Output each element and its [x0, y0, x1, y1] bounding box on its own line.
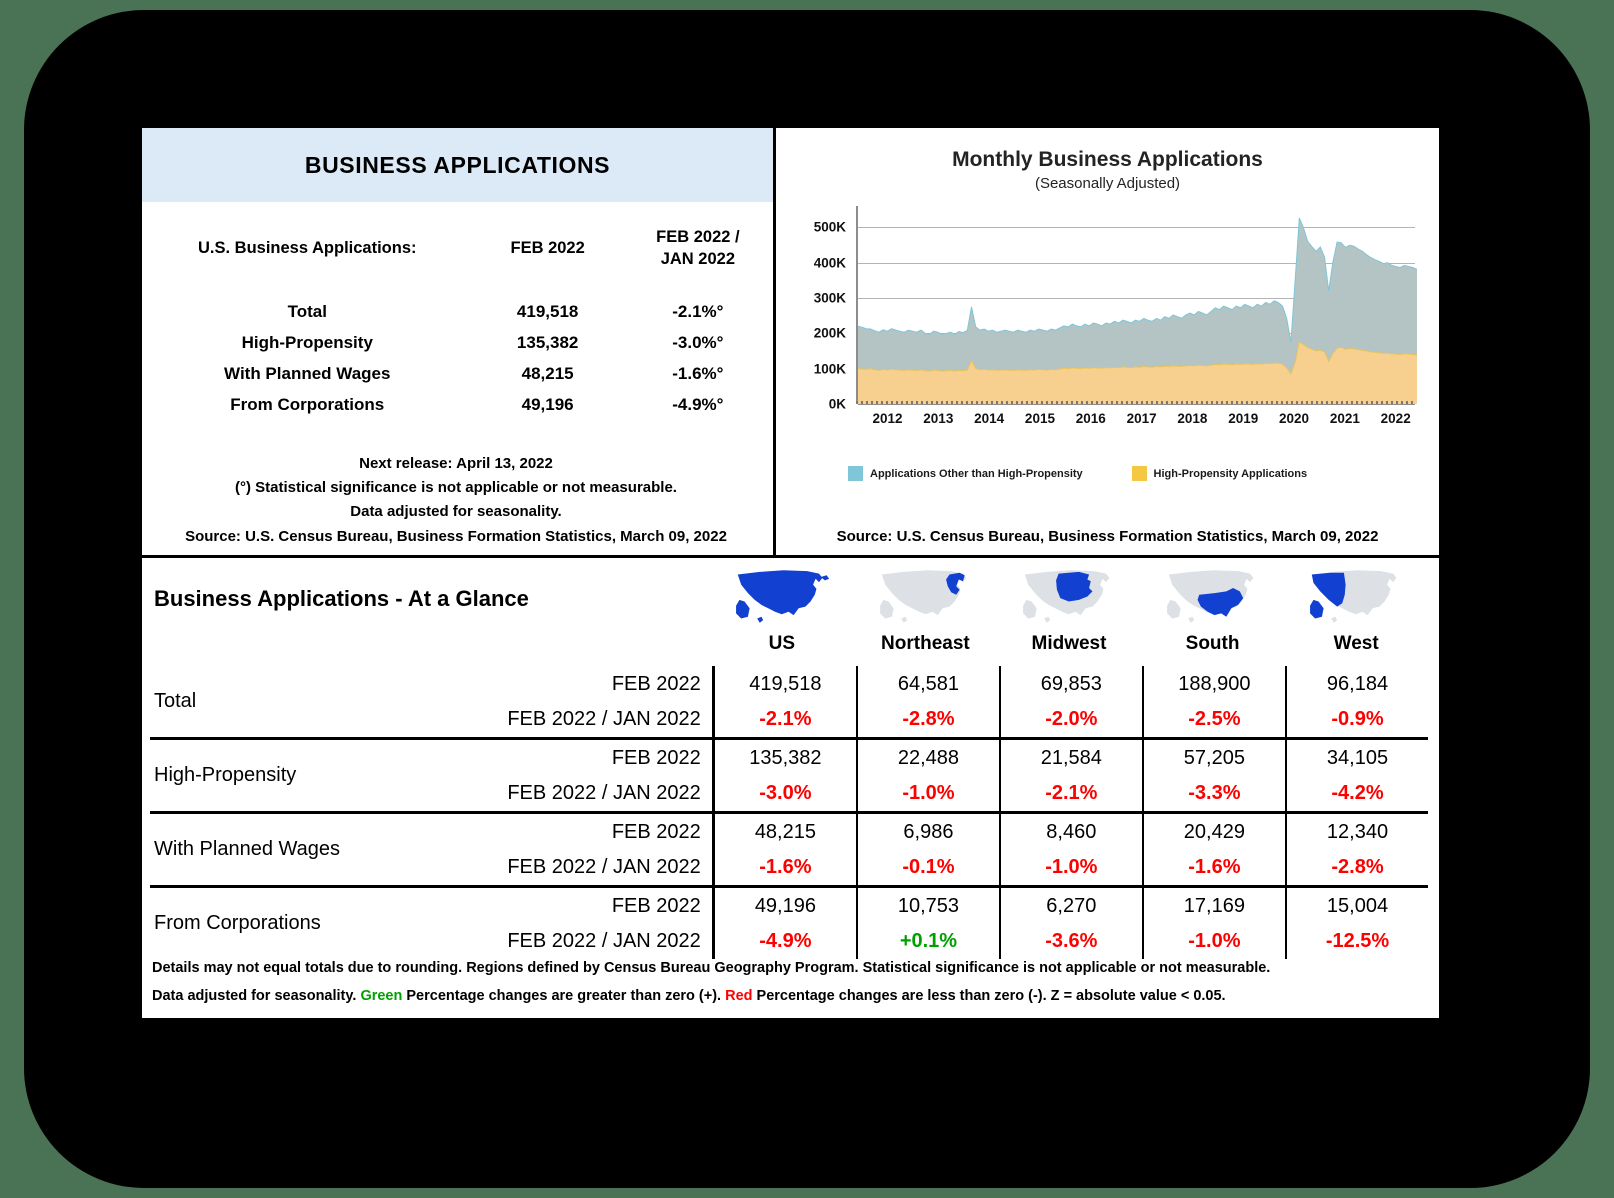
us-business-applications-table [142, 226, 773, 421]
chart-source-note: Source: U.S. Census Bureau, Business Formation Statistics, March 09, 2022 [836, 528, 1379, 545]
row-period-label: FEB 2022 / JAN 2022 [448, 850, 713, 887]
cell-northeast: 6,986 [857, 813, 1000, 851]
region-col-midwest [997, 566, 1141, 655]
row-label: With Planned Wages [224, 364, 391, 384]
cell-south-change: -3.3% [1143, 776, 1286, 813]
legend-swatch-high-propensity-icon [1132, 466, 1147, 481]
cell-us: 49,196 [713, 887, 857, 925]
legend-swatch-other-icon [848, 466, 863, 481]
glance-title: Business Applications - At a Glance [154, 586, 529, 611]
row-value: 419,518 [516, 302, 579, 322]
cell-west: 15,004 [1286, 887, 1428, 925]
cell-us-change: -3.0% [713, 776, 857, 813]
row-period-label: FEB 2022 / JAN 2022 [448, 702, 713, 739]
seasonality-note: Data adjusted for seasonality. [350, 503, 562, 521]
at-a-glance-table [150, 666, 1428, 959]
header-col-change-line1: FEB 2022 / [656, 228, 740, 246]
row-category: With Planned Wages [150, 813, 448, 887]
cell-midwest-change: -2.0% [1000, 702, 1143, 739]
x-axis-tick-label: 2018 [1177, 411, 1208, 426]
legend-label-high-propensity: High-Propensity Applications [1153, 467, 1308, 480]
row-period-label: FEB 2022 / JAN 2022 [448, 776, 713, 813]
cell-northeast: 64,581 [857, 666, 1000, 702]
y-axis-tick-label: 400K [813, 255, 846, 271]
cell-northeast-change: +0.1% [857, 924, 1000, 959]
region-name: West [1333, 633, 1379, 654]
legend-item-high-propensity [1132, 466, 1416, 481]
table-row [142, 359, 773, 390]
cell-south: 188,900 [1143, 666, 1286, 702]
x-axis-tick-label: 2022 [1380, 411, 1411, 426]
cell-northeast: 10,753 [857, 887, 1000, 925]
region-col-west [1284, 566, 1428, 655]
cell-west-change: -2.8% [1331, 856, 1384, 878]
row-period-label: FEB 2022 [448, 666, 713, 702]
cell-midwest-change: -1.0% [1000, 850, 1143, 887]
spacer-row [142, 271, 773, 297]
region-name: US [768, 633, 795, 654]
cell-northeast-change: -1.0% [857, 776, 1000, 813]
region-col-northeast [854, 566, 998, 655]
cell-northeast: 22,488 [857, 739, 1000, 777]
row-period-label: FEB 2022 [448, 887, 713, 925]
x-axis-tick-label: 2014 [974, 411, 1005, 426]
cell-us-change: -4.9% [713, 924, 857, 959]
chart-plot-area [794, 206, 1415, 426]
source-note: Source: U.S. Census Bureau, Business Formation Statistics, March 09, 2022 [185, 527, 727, 545]
y-axis-tick-label: 0K [828, 396, 846, 412]
cell-south-change: -1.0% [1143, 924, 1286, 959]
row-period-label: FEB 2022 / JAN 2022 [448, 924, 713, 959]
cell-midwest: 8,460 [1000, 813, 1143, 851]
table-row [142, 390, 773, 421]
northeast-map-icon [875, 566, 977, 632]
chart-series-canvas [856, 206, 1415, 404]
region-col-us [710, 566, 854, 655]
outer-frame [24, 10, 1590, 1188]
cell-midwest-change: -2.1% [1000, 776, 1143, 813]
cell-south: 20,429 [1143, 813, 1286, 851]
cell-us: 419,518 [713, 666, 857, 702]
table-row [150, 887, 1428, 925]
glance-note-line2 [152, 982, 1270, 1010]
x-axis-tick-label: 2019 [1228, 411, 1259, 426]
next-release-note: Next release: April 13, 2022 [359, 454, 553, 472]
cell-us: 135,382 [713, 739, 857, 777]
cell-south-change: -2.5% [1143, 702, 1286, 739]
header-col-change [623, 226, 773, 271]
row-category: Total [154, 690, 197, 712]
cell-west: 12,340 [1286, 813, 1428, 851]
cell-west: 34,105 [1286, 739, 1428, 777]
legend-label-other: Applications Other than High-Propensity [870, 467, 1083, 480]
cell-south-change: -1.6% [1143, 850, 1286, 887]
row-label: From Corporations [230, 395, 385, 415]
cell-midwest-change: -3.6% [1000, 924, 1143, 959]
row-label: High-Propensity [241, 333, 373, 353]
header-col-feb: FEB 2022 [510, 238, 585, 257]
cell-us-change: -1.6% [713, 850, 857, 887]
midwest-map-icon [1018, 566, 1120, 632]
glance-note-line1: Details may not equal totals due to rounding. Regions defined by Census Bureau Geography Program. Statistical significance is not applicable or not measurable. [152, 960, 1271, 976]
x-axis [856, 404, 1415, 426]
x-axis-tick-label: 2012 [872, 411, 903, 426]
x-axis-tick-label: 2015 [1024, 411, 1055, 426]
glance-notes [152, 954, 1270, 1011]
row-change: -3.0%° [672, 333, 724, 353]
cell-south: 17,169 [1143, 887, 1286, 925]
note-seasonality: Data adjusted for seasonality. [152, 988, 361, 1005]
dashboard-sheet [142, 128, 1439, 1018]
cell-northeast-change: -0.1% [857, 850, 1000, 887]
cell-midwest: 6,270 [1000, 887, 1143, 925]
x-axis-tick-label: 2021 [1329, 411, 1360, 426]
cell-west-change: -12.5% [1325, 930, 1390, 952]
row-change: -2.1%° [672, 302, 724, 322]
note-green-desc: Percentage changes are greater than zero (+). [402, 988, 726, 1005]
cell-northeast-change: -2.8% [857, 702, 1000, 739]
y-axis-tick-label: 300K [813, 290, 846, 306]
header-label: U.S. Business Applications: [198, 238, 417, 257]
region-header-row [710, 566, 1428, 655]
business-applications-panel [142, 128, 776, 558]
cell-midwest: 21,584 [1000, 739, 1143, 777]
row-change: -1.6%° [672, 364, 724, 384]
table-row [142, 297, 773, 328]
table-row [150, 813, 1428, 851]
monthly-applications-chart-panel [776, 128, 1439, 558]
cell-west-change: -4.2% [1331, 782, 1384, 804]
note-green-word: Green [360, 988, 403, 1005]
region-name: Midwest [1031, 633, 1107, 654]
row-period-label: FEB 2022 [448, 739, 713, 777]
x-axis-tick-label: 2013 [923, 411, 954, 426]
header-col-change-line2: JAN 2022 [660, 250, 736, 269]
row-value: 135,382 [516, 333, 579, 353]
table-row [150, 666, 1428, 702]
region-name: Northeast [881, 633, 970, 654]
panel-title: BUSINESS APPLICATIONS [304, 151, 611, 178]
at-a-glance-panel [142, 558, 1439, 1018]
y-axis-tick-label: 100K [813, 361, 846, 377]
x-axis-tick-label: 2017 [1126, 411, 1157, 426]
region-name: South [1185, 633, 1240, 654]
left-panel-notes [142, 452, 770, 549]
row-category: From Corporations [150, 887, 448, 960]
cell-us: 48,215 [713, 813, 857, 851]
row-category: High-Propensity [150, 739, 448, 813]
row-period-label: FEB 2022 [448, 813, 713, 851]
note-red-desc: Percentage changes are less than zero (-). Z = absolute value < 0.05. [752, 988, 1226, 1005]
chart-title: Monthly Business Applications [952, 148, 1263, 171]
south-map-icon [1162, 566, 1264, 632]
cell-west-change: -0.9% [1331, 708, 1384, 730]
us-map-icon [731, 566, 833, 632]
row-change: -4.9%° [672, 395, 724, 415]
table-row [150, 739, 1428, 777]
legend-item-other [848, 466, 1132, 481]
west-map-icon [1305, 566, 1407, 632]
chart-legend [848, 466, 1415, 481]
row-value: 48,215 [521, 364, 574, 384]
cell-midwest: 69,853 [1000, 666, 1143, 702]
table-header-row [142, 226, 773, 271]
y-axis-tick-label: 200K [813, 325, 846, 341]
x-axis-tick-label: 2016 [1075, 411, 1106, 426]
panel-header-bar [142, 128, 773, 202]
region-col-south [1141, 566, 1285, 655]
chart-subtitle: (Seasonally Adjusted) [1034, 175, 1181, 192]
x-axis-tick-label: 2020 [1279, 411, 1310, 426]
row-value: 49,196 [521, 395, 574, 415]
table-row [142, 328, 773, 359]
y-axis-tick-label: 500K [813, 219, 846, 235]
cell-south: 57,205 [1143, 739, 1286, 777]
cell-west: 96,184 [1326, 672, 1389, 695]
significance-note: (°) Statistical significance is not applicable or not measurable. [235, 479, 677, 497]
row-label: Total [287, 302, 327, 322]
chart-series-svg [858, 206, 1417, 404]
note-red-word: Red [725, 988, 753, 1005]
cell-us-change: -2.1% [713, 702, 857, 739]
